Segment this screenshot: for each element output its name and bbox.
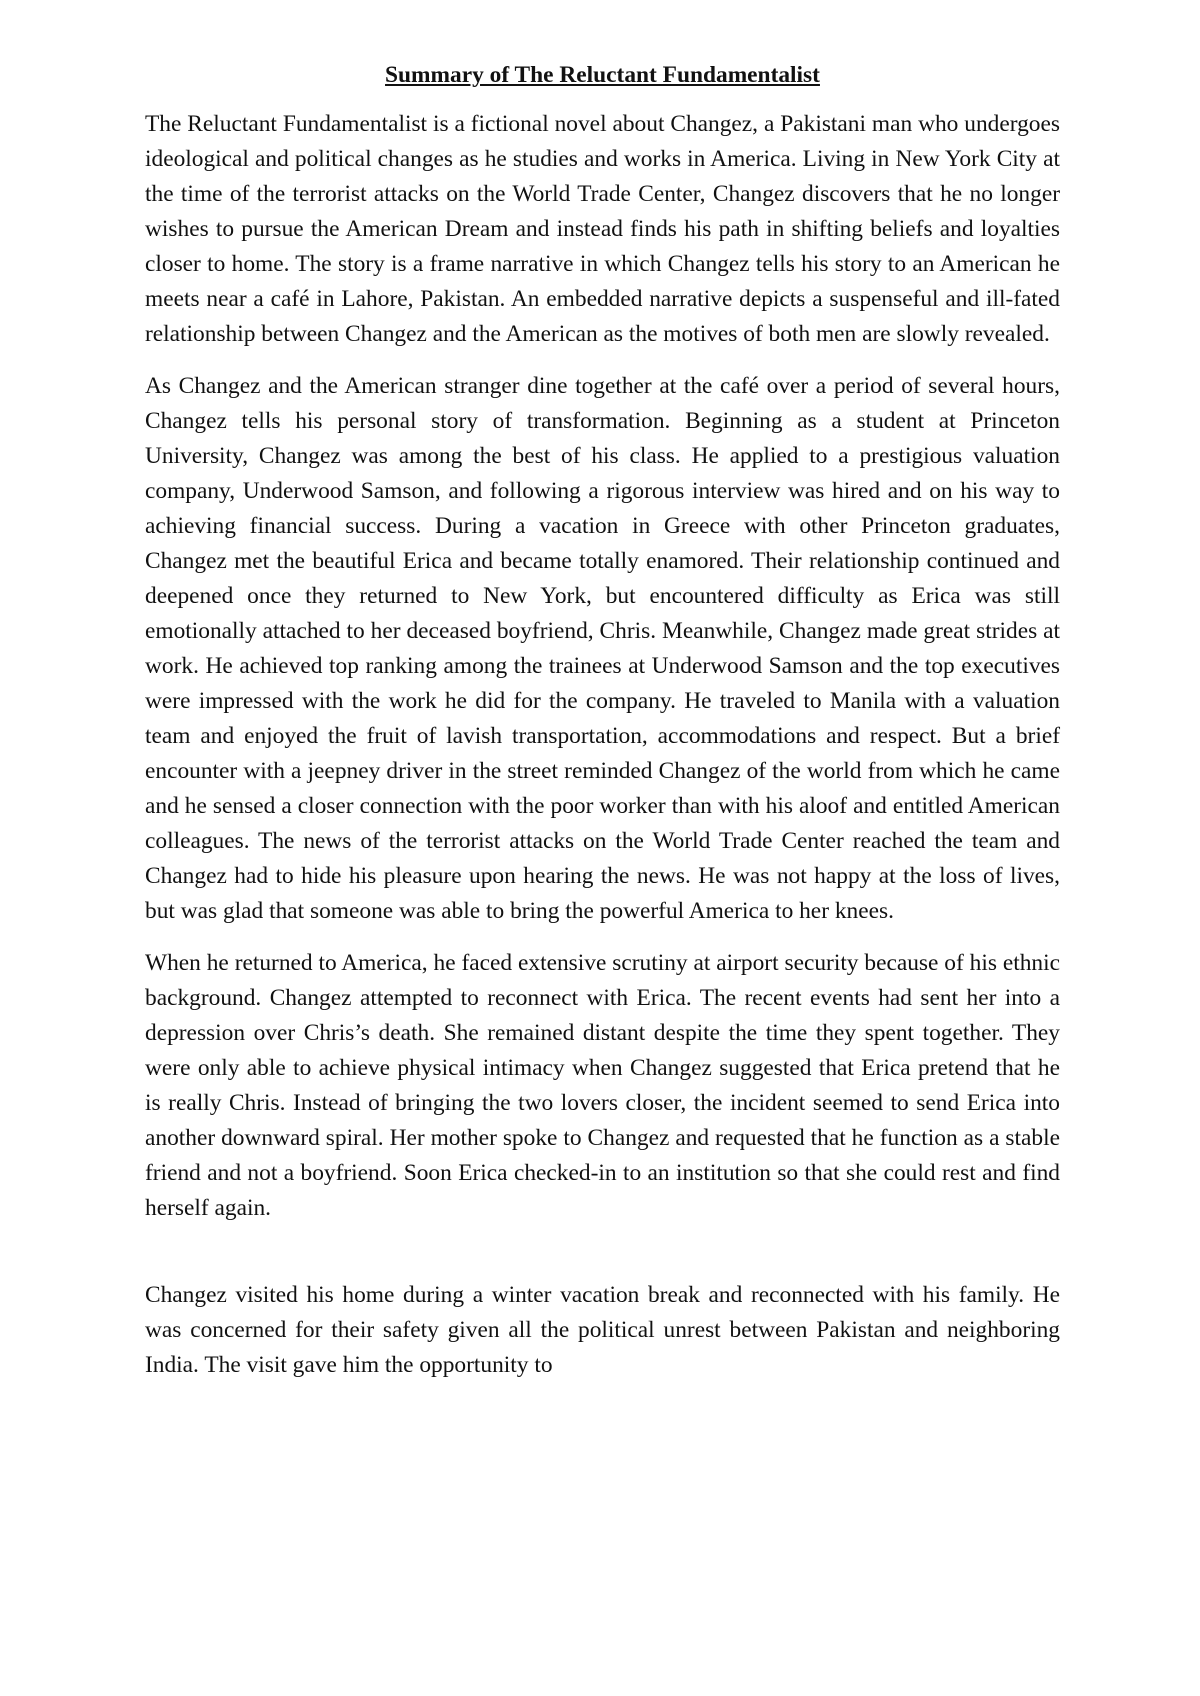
paragraph-story: As Changez and the American stranger dine together at the café over a period of several hours, Changez tells his personal story of transformation. Beginning as a student at Princeton University, Changez was among the best of his class. He applied to a prestigious valuation company, Underwood Samson, and following a rigorous interview was hired and on his way to achieving financial success. During a vacation in Greece with other Princeton graduates, Changez met the beautiful Erica and became totally enamored. Their relationship continued and deepened once they returned to New York, but encountered difficulty as Erica was still emotionally attached to her deceased boyfriend, Chris. Meanwhile, Changez made great strides at work. He achieved top ranking among the trainees at Underwood Samson and the top executives were impressed with the work he did for the company. He traveled to Manila with a valuation team and enjoyed the fruit of lavish transportation, accommodations and respect. But a brief encounter with a jeepney driver in the street reminded Changez of the world from which he came and he sensed a closer connection with the poor worker than with his aloof and entitled American colleagues. The news of the terrorist attacks on the World Trade Center reached the team and Changez had to hide his pleasure upon hearing the news. He was not happy at the loss of lives, but was glad that someone was able to bring the powerful America to her knees. [145, 373, 1060, 924]
paragraph-return: When he returned to America, he faced extensive scrutiny at airport security because of his ethnic background. Changez attempted to reconnect with Erica. The recent events had sent her into a depression over Chris’s death. She remained distant despite the time they spent together. They were only able to achieve physical intimacy when Changez suggested that Erica pretend that he is really Chris. Instead of bringing the two lovers closer, the incident seemed to send Erica into another downward spiral. Her mother spoke to Changez and requested that he function as a stable friend and not a boyfriend. Soon Erica checked-in to an institution so that she could rest and find herself again. [145, 950, 1060, 1221]
paragraph-intro: The Reluctant Fundamentalist is a fictional novel about Changez, a Pakistani man who undergoes ideological and political changes as he studies and works in America. Living in New York City at the time of the terrorist attacks on the World Trade Center, Changez discovers that he no longer wishes to pursue the American Dream and instead finds his path in shifting beliefs and loyalties closer to home. The story is a frame narrative in which Changez tells his story to an American he meets near a café in Lahore, Pakistan. An embedded narrative depicts a suspenseful and ill-fated relationship between Changez and the American as the motives of both men are slowly revealed. [145, 111, 1060, 347]
paragraph-home-visit: Changez visited his home during a winter vacation break and reconnected with his family. He was concerned for their safety given all the political unrest between Pakistan and neighboring India. The visit gave him the opportunity to [145, 1282, 1060, 1378]
document-title: Summary of The Reluctant Fundamentalist [385, 62, 820, 88]
